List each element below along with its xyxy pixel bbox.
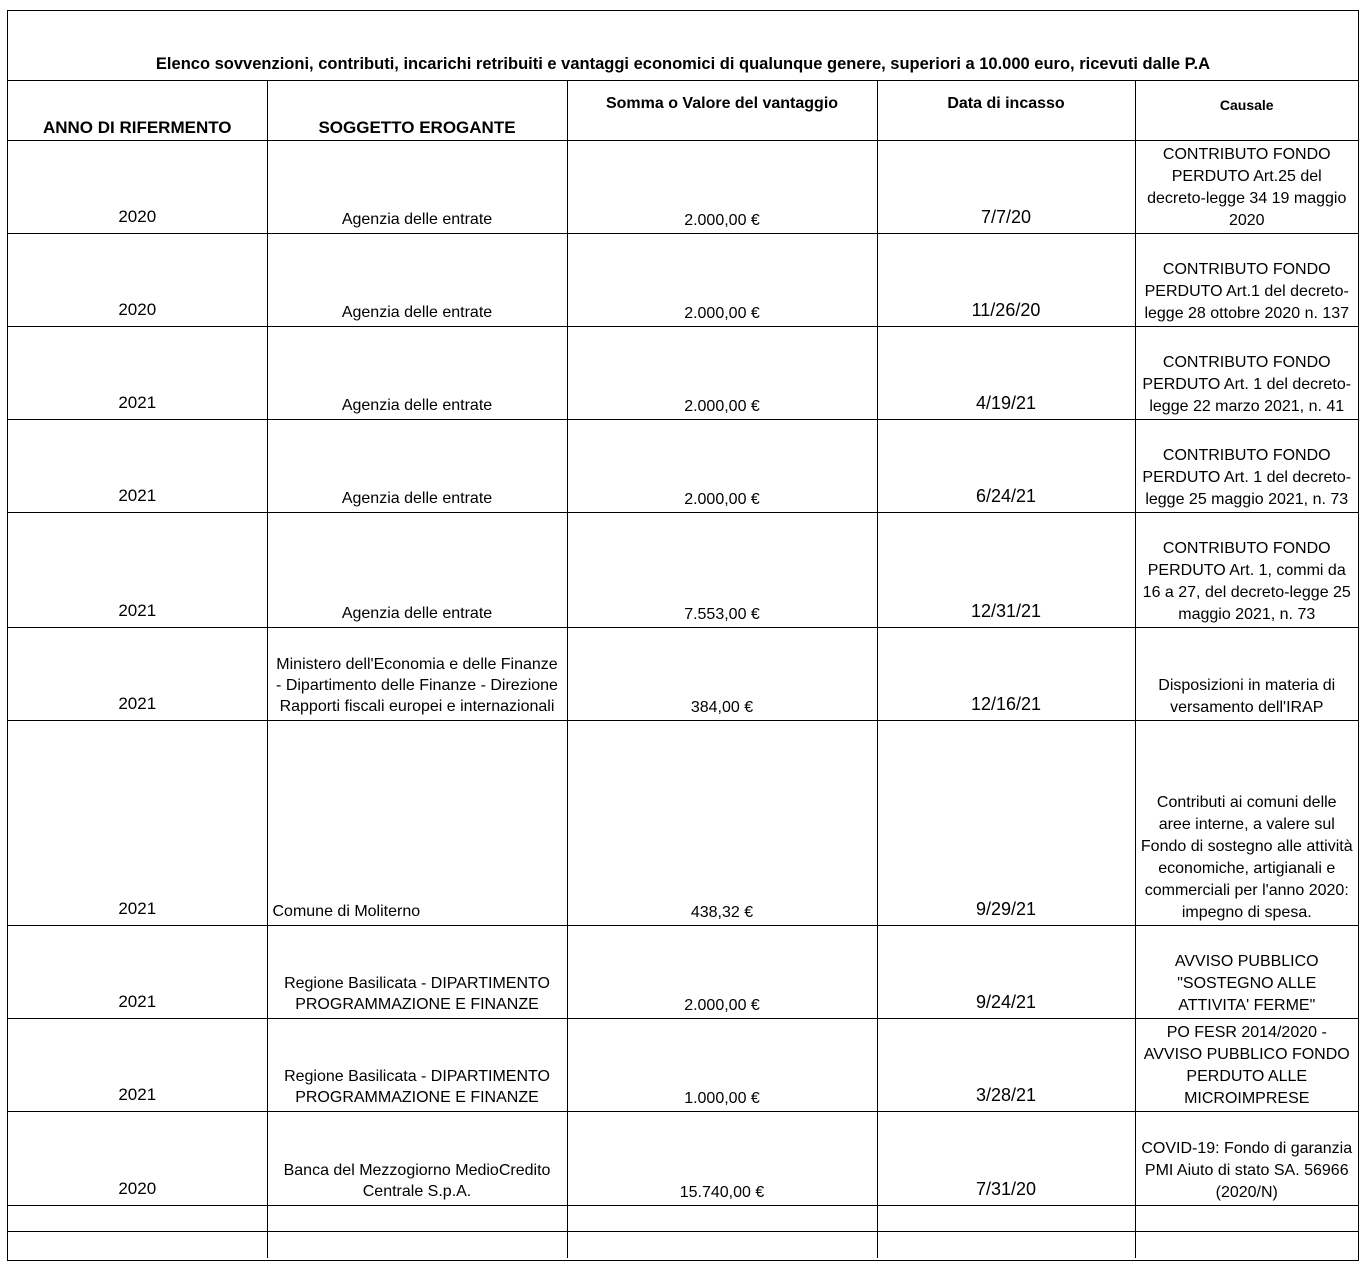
cell-causale: AVVISO PUBBLICO "SOSTEGNO ALLE ATTIVITA' FERME": [1135, 925, 1358, 1018]
cell-somma: 1.000,00 €: [567, 1018, 877, 1111]
empty-cell: [267, 1205, 567, 1231]
cell-data: 11/26/20: [877, 233, 1135, 326]
table-row: [8, 627, 1358, 720]
cell-somma: 384,00 €: [567, 627, 877, 720]
cell-somma: 2.000,00 €: [567, 233, 877, 326]
title-row: [8, 11, 1358, 81]
spreadsheet: [7, 10, 1359, 1261]
empty-row: [8, 1231, 1358, 1258]
empty-row: [8, 1205, 1358, 1231]
cell-anno: 2020: [8, 1111, 267, 1205]
table-row: [8, 1018, 1358, 1111]
table-row: [8, 720, 1358, 925]
cell-data: 12/31/21: [877, 512, 1135, 627]
empty-cell: [8, 1205, 267, 1231]
table-row: [8, 326, 1358, 419]
cell-anno: 2021: [8, 419, 267, 512]
data-table: [8, 81, 1358, 1258]
cell-somma: 15.740,00 €: [567, 1111, 877, 1205]
header-somma: Somma o Valore del vantaggio: [567, 81, 877, 140]
cell-soggetto: Comune di Moliterno: [267, 720, 567, 925]
cell-somma: 2.000,00 €: [567, 925, 877, 1018]
table-row: [8, 419, 1358, 512]
header-soggetto: SOGGETTO EROGANTE: [267, 81, 567, 140]
cell-soggetto: Regione Basilicata - DIPARTIMENTO PROGRAMMAZIONE E FINANZE: [267, 925, 567, 1018]
cell-causale: CONTRIBUTO FONDO PERDUTO Art.25 del decreto-legge 34 19 maggio 2020: [1135, 140, 1358, 233]
empty-cell: [8, 1231, 267, 1258]
cell-soggetto: Banca del Mezzogiorno MedioCredito Centrale S.p.A.: [267, 1111, 567, 1205]
cell-data: 7/7/20: [877, 140, 1135, 233]
cell-data: 12/16/21: [877, 627, 1135, 720]
empty-cell: [567, 1231, 877, 1258]
cell-somma: 2.000,00 €: [567, 326, 877, 419]
table-row: [8, 233, 1358, 326]
cell-causale: Contributi ai comuni delle aree interne, a valere sul Fondo di sostegno alle attività economiche, artigianali e commerciali per l'anno 2020: impegno di spesa.: [1135, 720, 1358, 925]
empty-cell: [1135, 1231, 1358, 1258]
header-data: Data di incasso: [877, 81, 1135, 140]
cell-soggetto: Agenzia delle entrate: [267, 140, 567, 233]
cell-anno: 2021: [8, 512, 267, 627]
cell-somma: 438,32 €: [567, 720, 877, 925]
cell-causale: COVID-19: Fondo di garanzia PMI Aiuto di stato SA. 56966 (2020/N): [1135, 1111, 1358, 1205]
cell-soggetto: Regione Basilicata - DIPARTIMENTO PROGRAMMAZIONE E FINANZE: [267, 1018, 567, 1111]
cell-soggetto: Agenzia delle entrate: [267, 512, 567, 627]
cell-soggetto: Ministero dell'Economia e delle Finanze - Dipartimento delle Finanze - Direzione Rapporti fiscali europei e internazionali: [267, 627, 567, 720]
cell-data: 7/31/20: [877, 1111, 1135, 1205]
cell-data: 9/29/21: [877, 720, 1135, 925]
cell-causale: CONTRIBUTO FONDO PERDUTO Art.1 del decreto-legge 28 ottobre 2020 n. 137: [1135, 233, 1358, 326]
cell-causale: CONTRIBUTO FONDO PERDUTO Art. 1 del decreto-legge 22 marzo 2021, n. 41: [1135, 326, 1358, 419]
empty-cell: [877, 1205, 1135, 1231]
cell-causale: Disposizioni in materia di versamento dell'IRAP: [1135, 627, 1358, 720]
empty-cell: [877, 1231, 1135, 1258]
cell-data: 9/24/21: [877, 925, 1135, 1018]
table-row: [8, 1111, 1358, 1205]
table-row: [8, 512, 1358, 627]
cell-soggetto: Agenzia delle entrate: [267, 419, 567, 512]
cell-anno: 2021: [8, 720, 267, 925]
cell-anno: 2021: [8, 925, 267, 1018]
header-causale: Causale: [1135, 81, 1358, 140]
header-row: [8, 81, 1358, 140]
empty-cell: [567, 1205, 877, 1231]
cell-causale: CONTRIBUTO FONDO PERDUTO Art. 1 del decreto-legge 25 maggio 2021, n. 73: [1135, 419, 1358, 512]
cell-data: 6/24/21: [877, 419, 1135, 512]
table-row: [8, 140, 1358, 233]
cell-anno: 2020: [8, 233, 267, 326]
cell-causale: CONTRIBUTO FONDO PERDUTO Art. 1, commi da 16 a 27, del decreto-legge 25 maggio 2021, n. 73: [1135, 512, 1358, 627]
cell-data: 3/28/21: [877, 1018, 1135, 1111]
cell-anno: 2020: [8, 140, 267, 233]
empty-cell: [267, 1231, 567, 1258]
cell-data: 4/19/21: [877, 326, 1135, 419]
cell-causale: PO FESR 2014/2020 - AVVISO PUBBLICO FONDO PERDUTO ALLE MICROIMPRESE: [1135, 1018, 1358, 1111]
cell-soggetto: Agenzia delle entrate: [267, 326, 567, 419]
cell-somma: 7.553,00 €: [567, 512, 877, 627]
header-anno: ANNO DI RIFERMENTO: [8, 81, 267, 140]
cell-anno: 2021: [8, 326, 267, 419]
cell-somma: 2.000,00 €: [567, 140, 877, 233]
table-row: [8, 925, 1358, 1018]
empty-cell: [1135, 1205, 1358, 1231]
cell-soggetto: Agenzia delle entrate: [267, 233, 567, 326]
table-title: Elenco sovvenzioni, contributi, incarichi retribuiti e vantaggi economici di qualunque genere, superiori a 10.000 euro, ricevuti dalle P.A: [155, 55, 1211, 73]
cell-somma: 2.000,00 €: [567, 419, 877, 512]
cell-anno: 2021: [8, 1018, 267, 1111]
cell-anno: 2021: [8, 627, 267, 720]
